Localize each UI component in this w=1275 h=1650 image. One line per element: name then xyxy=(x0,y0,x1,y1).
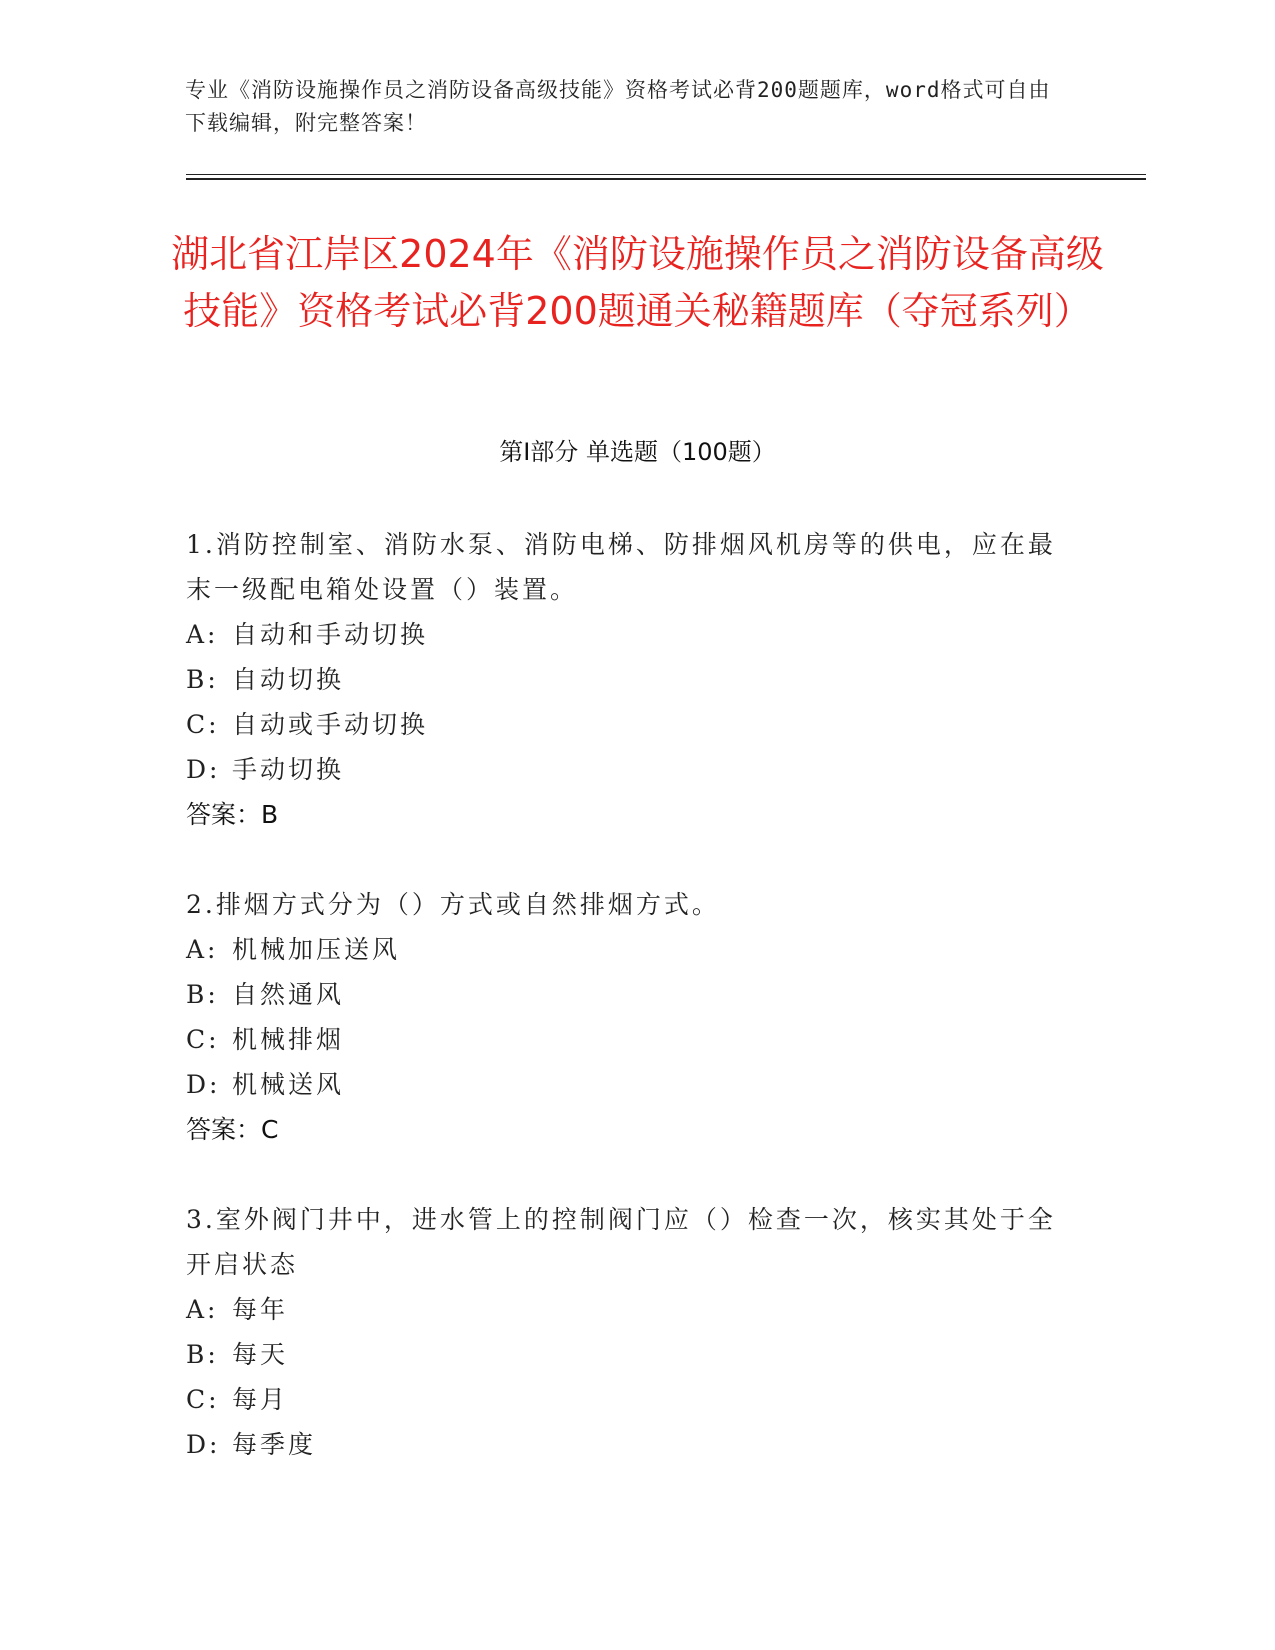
answer: 答案：C xyxy=(186,1115,279,1144)
option-letter: A: xyxy=(186,620,219,649)
question-1 xyxy=(186,522,1066,837)
option-letter: B: xyxy=(186,1340,219,1369)
question-2 xyxy=(186,882,1066,1152)
option-letter: D: xyxy=(186,755,221,784)
option-text: 机械加压送风 xyxy=(232,935,401,964)
option-text: 每季度 xyxy=(232,1430,317,1459)
question-stem: 2.排烟方式分为（）方式或自然排烟方式。 xyxy=(186,890,720,919)
option-letter: C: xyxy=(186,710,220,739)
header-divider-thin xyxy=(186,174,1146,175)
question-stem: 3.室外阀门井中，进水管上的控制阀门应（）检查一次，核实其处于全开启状态 xyxy=(186,1205,1056,1279)
option-text: 机械送风 xyxy=(232,1070,345,1099)
option-text: 机械排烟 xyxy=(232,1025,345,1054)
answer: 答案：B xyxy=(186,800,279,829)
question-3 xyxy=(186,1197,1066,1467)
option-letter: A: xyxy=(186,935,219,964)
option-b xyxy=(186,972,1066,1017)
question-stem: 1.消防控制室、消防水泵、消防电梯、防排烟风机房等的供电，应在最末一级配电箱处设置（）装置。 xyxy=(186,530,1056,604)
option-c xyxy=(186,702,1066,747)
option-letter: A: xyxy=(186,1295,219,1324)
option-letter: B: xyxy=(186,980,219,1009)
option-a xyxy=(186,1287,1066,1332)
option-a xyxy=(186,612,1066,657)
option-c xyxy=(186,1017,1066,1062)
option-letter: C: xyxy=(186,1385,220,1414)
document-title: 湖北省江岸区2024年《消防设施操作员之消防设备高级技能》资格考试必背200题通关秘籍题库（夺冠系列） xyxy=(171,232,1104,333)
option-d xyxy=(186,747,1066,792)
section-title: 第Ⅰ部分 单选题（100题） xyxy=(499,438,776,466)
option-d xyxy=(186,1422,1066,1467)
option-text: 自动切换 xyxy=(232,665,345,694)
option-text: 自动或手动切换 xyxy=(232,710,429,739)
option-letter: D: xyxy=(186,1070,221,1099)
option-text: 自然通风 xyxy=(232,980,345,1009)
option-text: 每月 xyxy=(232,1385,289,1414)
question-list xyxy=(186,522,1066,1512)
option-c xyxy=(186,1377,1066,1422)
option-b xyxy=(186,1332,1066,1377)
option-a xyxy=(186,927,1066,972)
option-text: 手动切换 xyxy=(232,755,345,784)
option-letter: D: xyxy=(186,1430,221,1459)
option-text: 每天 xyxy=(232,1340,289,1369)
option-d xyxy=(186,1062,1066,1107)
option-text: 自动和手动切换 xyxy=(232,620,429,649)
option-b xyxy=(186,657,1066,702)
option-letter: C: xyxy=(186,1025,220,1054)
option-letter: B: xyxy=(186,665,219,694)
header-note: 专业《消防设施操作员之消防设备高级技能》资格考试必背200题题库，word格式可自由下载编辑，附完整答案！ xyxy=(185,78,1051,135)
header-divider-thick xyxy=(186,178,1146,180)
option-text: 每年 xyxy=(232,1295,289,1324)
